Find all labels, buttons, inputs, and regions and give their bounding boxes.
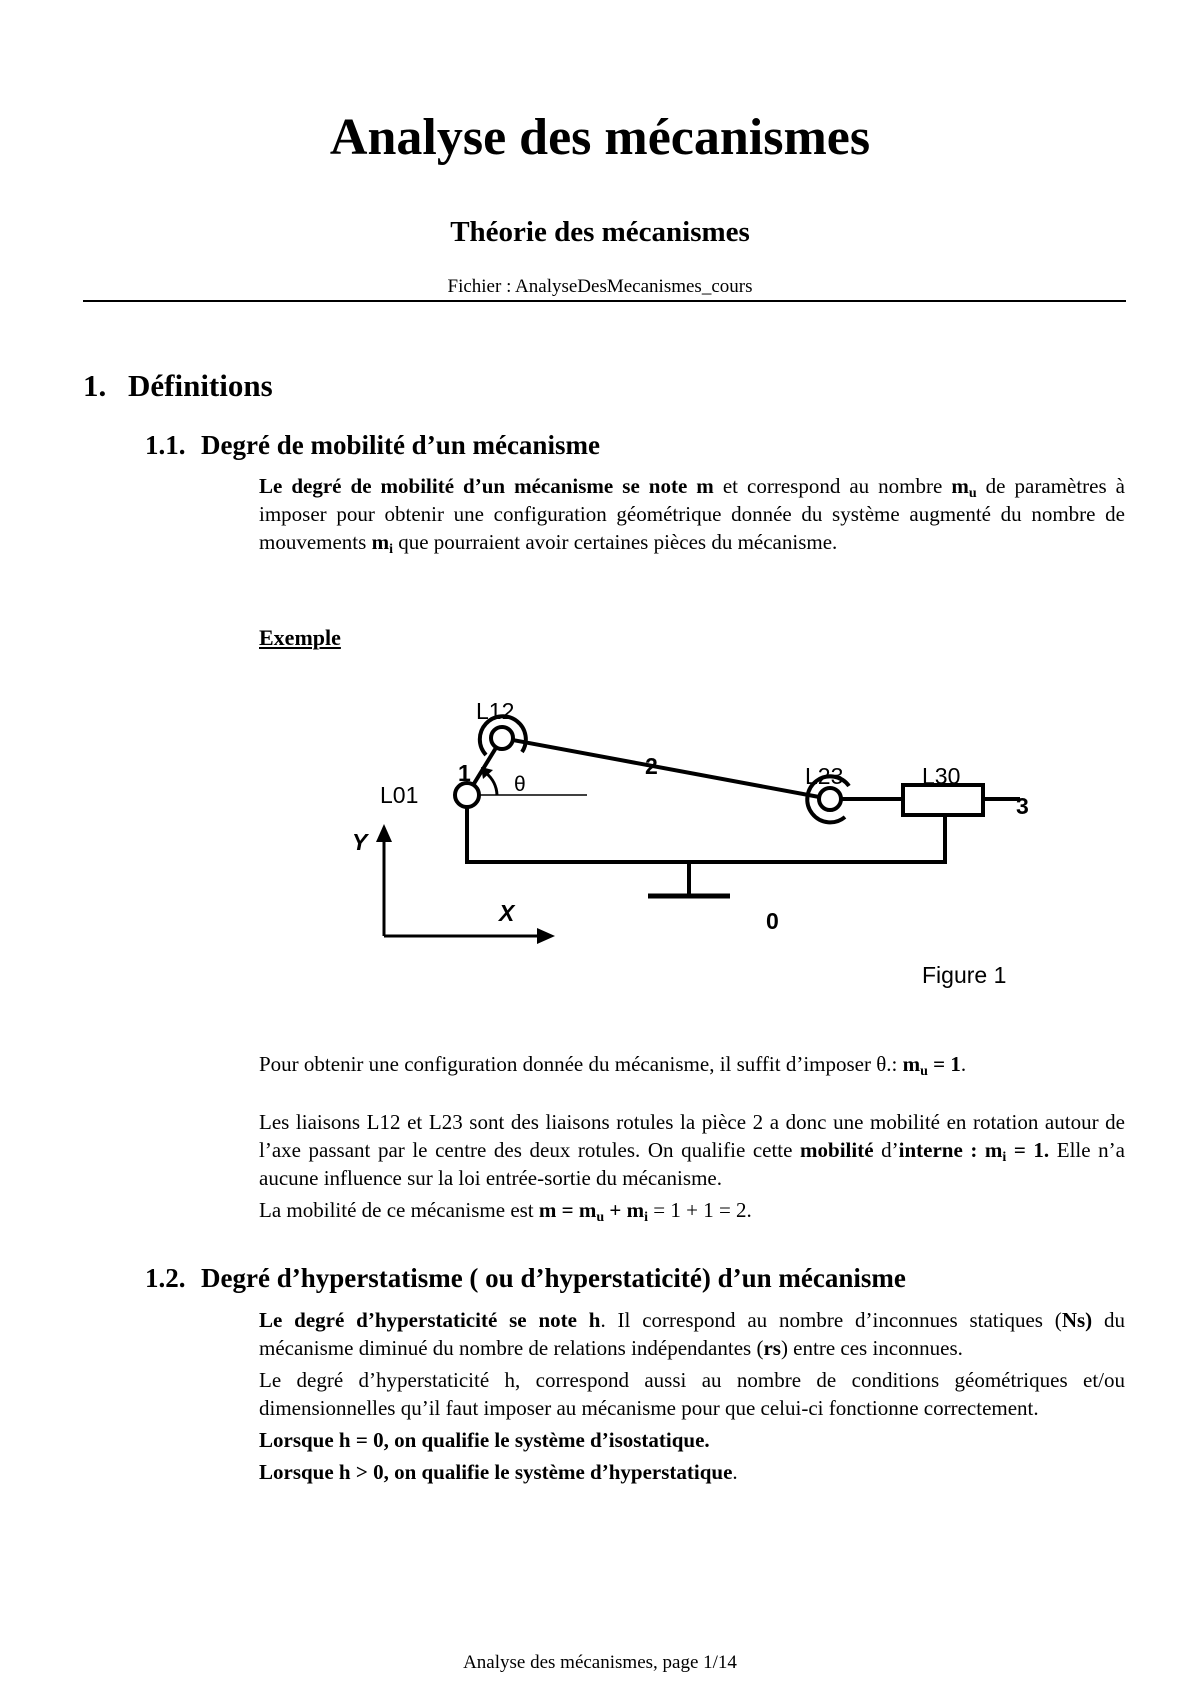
- hyperstatic-statement: Lorsque h > 0, on qualifie le système d’hyperstatique: [259, 1460, 733, 1484]
- frame-part-0: [467, 795, 945, 862]
- mechanism-figure: [340, 700, 1040, 1020]
- text: .: [960, 1052, 967, 1076]
- text: La mobilité de ce mécanisme est: [259, 1198, 539, 1222]
- text: Pour obtenir une configuration donnée du mécanisme, il suffit d’imposer θ.:: [259, 1052, 903, 1076]
- theta-arc: [486, 773, 497, 795]
- label-l30: L30: [922, 763, 961, 789]
- isostatic-statement: Lorsque h = 0, on qualifie le système d’isostatique.: [259, 1428, 710, 1452]
- text: .: [732, 1460, 738, 1484]
- mi-symbol: $m_i$: [371, 530, 393, 557]
- document-title: Analyse des mécanismes: [329, 109, 871, 166]
- section-title: Degré de mobilité d’un mécanisme: [201, 430, 600, 460]
- mu-symbol: $m_u$: [951, 474, 977, 501]
- bold-text: interne :: [898, 1138, 985, 1162]
- header-divider: [83, 300, 1126, 302]
- plus: +: [604, 1198, 627, 1222]
- label-theta: θ: [514, 773, 526, 796]
- text: que pourraient avoir certaines pièces du mécanisme.: [392, 530, 838, 554]
- file-name-line: Fichier : AnalyseDesMecanismes_cours: [447, 276, 753, 297]
- joint-l23-ball: [819, 788, 841, 810]
- label-axis-x: X: [499, 900, 515, 926]
- text: d’: [873, 1138, 899, 1162]
- label-part-2: 2: [645, 753, 658, 779]
- hyperstatism-geometric-paragraph: Le degré d’hyperstaticité h, correspond aussi au nombre de conditions géométriques et/ou dimensionnelles qu’il faut imposer au mécanisme pour que celui-ci fonctionne correctement.: [259, 1368, 1125, 1420]
- rs-symbol: rs: [763, 1336, 781, 1360]
- label-l01: L01: [380, 782, 419, 808]
- slider-l30: [903, 785, 983, 815]
- equals: =: [556, 1198, 579, 1222]
- label-part-0: 0: [766, 908, 779, 934]
- section-title: Degré d’hyperstatisme ( ou d’hyperstaticité) d’un mécanisme: [201, 1263, 906, 1293]
- label-part-3: 3: [1016, 793, 1029, 819]
- section-number: 1.2.: [145, 1263, 186, 1293]
- ns-symbol: Ns): [1061, 1308, 1093, 1332]
- bold-text: mobilité: [800, 1138, 874, 1162]
- text: = 1 + 1 = 2.: [648, 1198, 752, 1222]
- bold-text: Le degré d’hyperstaticité se note h: [259, 1308, 601, 1332]
- bold-text: Le degré de mobilité d’un mécanisme se note m: [259, 474, 714, 498]
- example-label: Exemple: [259, 625, 341, 650]
- mu-symbol: $m_u$: [578, 1198, 605, 1225]
- connecting-rod-part-2: [502, 738, 830, 799]
- label-axis-y: Y: [352, 829, 368, 855]
- label-l12: L12: [476, 700, 515, 724]
- label-part-1: 1: [458, 760, 471, 786]
- hyperstatism-paragraphs: [259, 1306, 1125, 1486]
- mi-symbol: $m_i$: [984, 1138, 1007, 1165]
- page-footer: Analyse des mécanismes, page 1/14: [463, 1652, 737, 1673]
- mi-symbol: $m_i$: [626, 1198, 649, 1225]
- section-1-heading: [83, 366, 273, 406]
- text: et correspond au nombre: [713, 474, 952, 498]
- section-1-2-heading: [145, 1261, 906, 1295]
- joint-l01: [455, 783, 479, 807]
- mu-symbol: $m_u = 1$: [902, 1052, 961, 1079]
- text: . Il correspond au nombre d’inconnues statiques (: [600, 1308, 1062, 1332]
- text: du mécanisme diminué du nombre de relations indépendantes (: [259, 1308, 1125, 1360]
- text: ) entre ces inconnues.: [780, 1336, 963, 1360]
- section-number: 1.: [83, 368, 107, 403]
- bold-text: = 1.: [1006, 1138, 1050, 1162]
- joint-l12-ball: [491, 727, 513, 749]
- document-subtitle: Théorie des mécanismes: [450, 216, 750, 248]
- text: Elle n’a aucune influence sur la loi entrée-sortie du mécanisme.: [259, 1138, 1125, 1190]
- m-symbol: m: [538, 1198, 557, 1222]
- y-axis-arrowhead: [376, 824, 392, 842]
- figure-caption: Figure 1: [922, 962, 1007, 988]
- text: de paramètres à imposer pour obtenir une configuration géométrique donnée du système augmenté du nombre de mouvements: [259, 474, 1125, 554]
- label-l23: L23: [805, 763, 844, 789]
- x-axis-arrowhead: [537, 928, 555, 944]
- text: Les liaisons L12 et L23 sont des liaisons rotules la pièce 2 a donc une mobilité en rotation autour de l’axe passant par le centre des deux rotules. On qualifie cette: [259, 1110, 1125, 1162]
- section-title: Définitions: [128, 368, 273, 403]
- theta-paragraph: [259, 1050, 1125, 1224]
- section-number: 1.1.: [145, 430, 186, 460]
- section-1-1-heading: [145, 428, 600, 462]
- mobility-definition-paragraph: [259, 472, 1125, 556]
